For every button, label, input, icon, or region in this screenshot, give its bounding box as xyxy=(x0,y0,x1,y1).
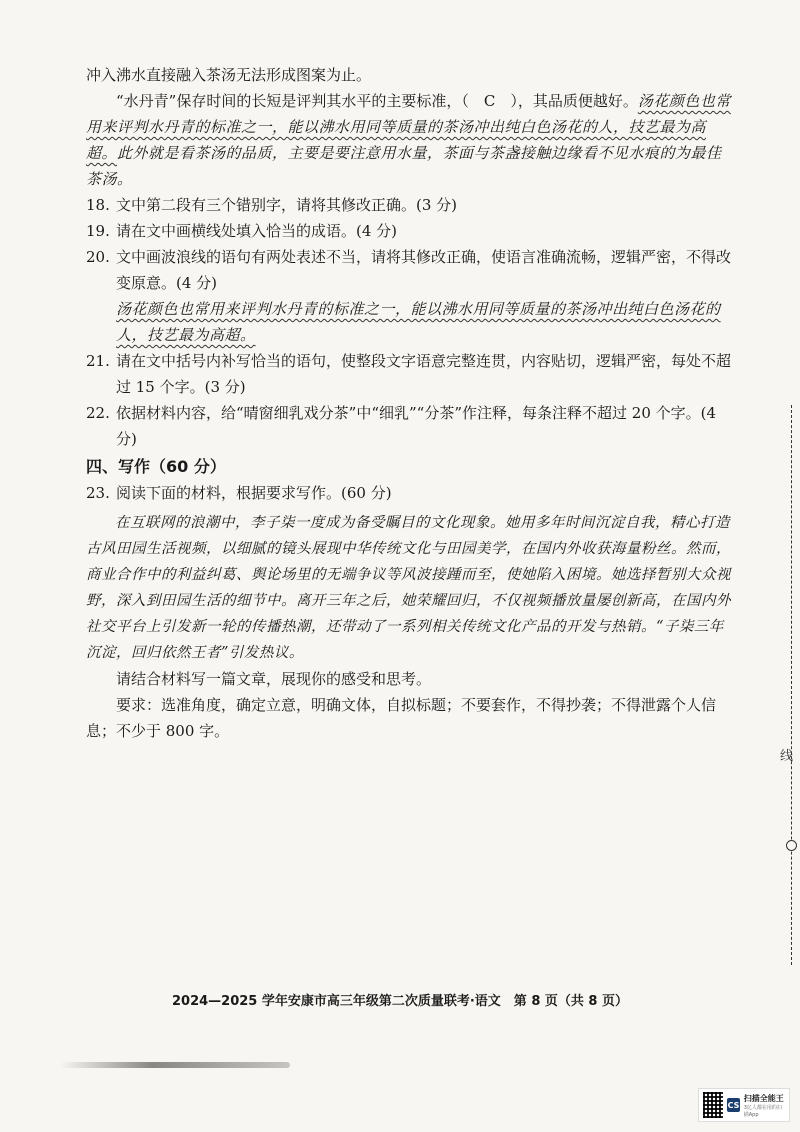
wavy-underlined-sentence: 汤花颜色也常用来评判水丹青的标准之一，能以沸水用同等质量的茶汤冲出纯白色汤花的人，技艺最为高超。 xyxy=(86,92,731,162)
question-text: 文中第二段有三个错别字，请将其修改正确。(3 分) xyxy=(116,196,458,214)
camscanner-logo: CS xyxy=(727,1098,739,1112)
question-22 xyxy=(86,400,736,452)
question-23 xyxy=(86,480,736,506)
page-content xyxy=(86,62,736,744)
question-text: 阅读下面的材料，根据要求写作。(60 分) xyxy=(116,484,392,502)
page-footer: 2024—2025 学年安康市高三年级第二次质量联考·语文 第 8 页（共 8 页） xyxy=(171,994,629,1009)
question-20 xyxy=(86,244,736,296)
question-text: 文中画波浪线的语句有两处表述不当，请将其修改正确，使语言准确流畅，逻辑严密，不得改变原意。(4 分) xyxy=(116,248,732,292)
passage-paragraph-2 xyxy=(86,88,736,192)
writing-prompt: 请结合材料写一篇文章，展现你的感受和思考。 xyxy=(116,670,432,688)
watermark-subtitle: 3亿人都在用的扫描App xyxy=(743,1104,782,1118)
passage-line-1: 冲入沸水直接融入茶汤无法形成图案为止。 xyxy=(86,66,372,84)
question-number: 22. xyxy=(86,404,110,422)
scan-shadow xyxy=(60,1062,290,1068)
passage-para2-end: 此外就是看茶汤的品质，主要是要注意用水量，茶面与茶盏接触边缘看不见水痕的为最佳茶汤。 xyxy=(86,144,722,188)
writing-requirements: 要求：选准角度，确定立意，明确文体，自拟标题；不要套作，不得抄袭；不得泄露个人信息；不少于 800 字。 xyxy=(86,696,717,740)
binding-line-label: 线 xyxy=(780,749,794,764)
passage-para2-start: “水丹青”保存时间的长短是评判其水平的主要标准，（ C ），其品质便越好。 xyxy=(116,92,638,110)
question-number: 20. xyxy=(86,248,110,266)
watermark-title: 扫描全能王 xyxy=(743,1093,784,1103)
question-21 xyxy=(86,348,736,400)
wavy-quote-text: 汤花颜色也常用来评判水丹青的标准之一，能以沸水用同等质量的茶汤冲出纯白色汤花的人，技艺最为高超。 xyxy=(116,300,721,344)
question-text: 请在文中括号内补写恰当的语句，使整段文字语意完整连贯，内容贴切，逻辑严密，每处不超过 15 个字。(3 分) xyxy=(116,352,732,396)
question-19 xyxy=(86,218,736,244)
qr-code-icon xyxy=(703,1092,723,1118)
question-text: 依据材料内容，给“晴窗细乳戏分茶”中“细乳”“分茶”作注释，每条注释不超过 20 个字。(4 分) xyxy=(116,404,717,448)
question-number: 18. xyxy=(86,196,110,214)
writing-material: 在互联网的浪潮中，李子柒一度成为备受瞩目的文化现象。她用多年时间沉淀自我，精心打造古风田园生活视频，以细腻的镜头展现中华传统文化与田园美学，在国内外收获海量粉丝。然而，商业合作中的利益纠葛、舆论场里的无端争议等风波接踵而至，使她陷入困境。她选择暂别大众视野，深入到田园生活的细节中。离开三年之后，她荣耀回归，不仅视频播放量屡创新高，在国内外社交平台上引发新一轮的传播热潮，还带动了一系列相关传统文化产品的开发与热销。“子柒三年沉淀，回归依然王者”引发热议。 xyxy=(86,515,731,661)
binding-dashed-line xyxy=(791,405,792,965)
watermark-text xyxy=(744,1093,785,1118)
question-number: 19. xyxy=(86,222,110,240)
question-18 xyxy=(86,192,736,218)
binding-hole-icon xyxy=(786,840,797,851)
question-text: 请在文中画横线处填入恰当的成语。(4 分) xyxy=(116,222,398,240)
question-number: 21. xyxy=(86,352,110,370)
question-number: 23. xyxy=(86,484,110,502)
question-20-quote xyxy=(116,296,736,348)
section-title-writing: 四、写作（60 分） xyxy=(86,457,226,476)
scanner-watermark xyxy=(698,1088,790,1122)
